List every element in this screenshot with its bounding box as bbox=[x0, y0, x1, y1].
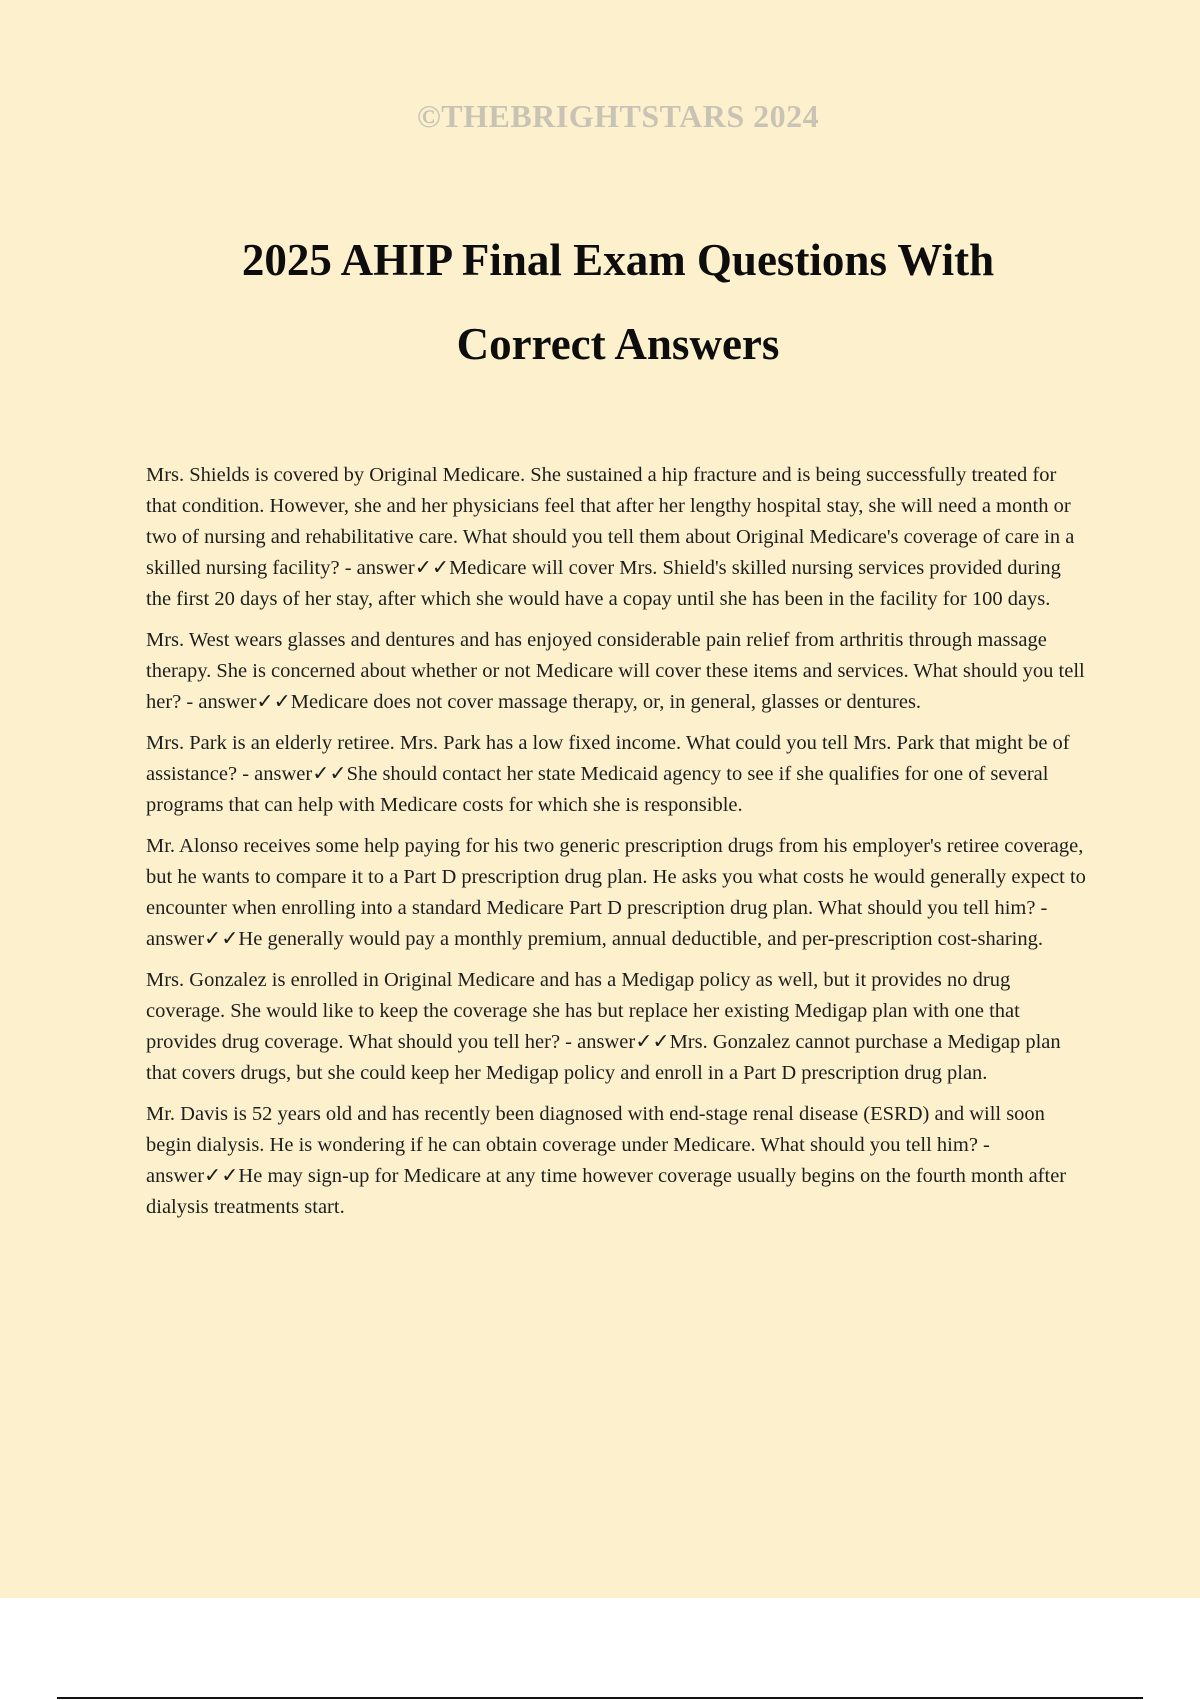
qa-item bbox=[146, 831, 1090, 955]
answer-text: He generally would pay a monthly premium, annual deductible, and per-prescription cost-sharing. bbox=[238, 928, 1043, 950]
qa-item bbox=[146, 460, 1090, 615]
answer-text: Mrs. Gonzalez cannot purchase a Medigap plan that covers drugs, but she could keep her Medigap policy and enroll in a Part D prescription drug plan. bbox=[146, 1031, 1061, 1084]
answer-text: Medicare will cover Mrs. Shield's skilled nursing services provided during the first 20 days of her stay, after which she would have a copay until she has been in the facility for 100 days. bbox=[146, 557, 1061, 610]
answer-marker: answer✓✓ bbox=[146, 928, 239, 950]
question-text: Mr. Alonso receives some help paying for his two generic prescription drugs from his employer's retiree coverage, but he wants to compare it to a Part D prescription drug plan. He asks you what costs he would generally expect to encounter when enrolling into a standard Medicare Part D prescription drug plan. What should you tell him? - bbox=[146, 835, 1086, 919]
question-text: Mrs. Shields is covered by Original Medicare. She sustained a hip fracture and is being successfully treated for that condition. However, she and her physicians feel that after her lengthy hospital stay, she will need a month or two of nursing and rehabilitative care. What should you tell them about Original Medicare's coverage of care in a skilled nursing facility? - bbox=[146, 464, 1075, 579]
copyright-watermark: ©THEBRIGHTSTARS 2024 bbox=[416, 98, 820, 134]
page-title bbox=[0, 218, 1200, 386]
qa-list bbox=[146, 460, 1090, 1233]
answer-text: She should contact her state Medicaid agency to see if she qualifies for one of several programs that can help with Medicare costs for which she is responsible. bbox=[146, 763, 1049, 816]
question-text: Mrs. Park is an elderly retiree. Mrs. Park has a low fixed income. What could you tell Mrs. Park that might be of assistance? - bbox=[146, 732, 1070, 785]
footer-divider bbox=[57, 1697, 1143, 1699]
title-line-2: Correct Answers bbox=[456, 319, 780, 369]
question-text: Mrs. Gonzalez is enrolled in Original Medicare and has a Medigap policy as well, but it provides no drug coverage. She would like to keep the coverage she has but replace her existing Medigap plan with one that provides drug coverage. What should you tell her? - bbox=[146, 969, 1020, 1053]
answer-text: He may sign-up for Medicare at any time however coverage usually begins on the fourth month after dialysis treatments start. bbox=[146, 1165, 1067, 1218]
answer-text: Medicare does not cover massage therapy, or, in general, glasses or dentures. bbox=[290, 691, 922, 713]
answer-marker: answer✓✓ bbox=[356, 557, 450, 579]
question-text: Mrs. West wears glasses and dentures and has enjoyed considerable pain relief from arthritis through massage therapy. She is concerned about whether or not Medicare will cover these items and services. What should you tell her? - bbox=[146, 629, 1085, 713]
title-line-1: 2025 AHIP Final Exam Questions With bbox=[241, 235, 995, 285]
answer-marker: answer✓✓ bbox=[198, 691, 291, 713]
answer-marker: answer✓✓ bbox=[146, 1165, 239, 1187]
qa-item bbox=[146, 1099, 1090, 1223]
question-text: Mr. Davis is 52 years old and has recently been diagnosed with end-stage renal disease (ESRD) and will soon begin dialysis. He is wondering if he can obtain coverage under Medicare. What should you tell him? - bbox=[146, 1103, 1045, 1156]
qa-item bbox=[146, 728, 1090, 821]
answer-marker: answer✓✓ bbox=[254, 763, 347, 785]
qa-item bbox=[146, 965, 1090, 1089]
qa-item bbox=[146, 625, 1090, 718]
answer-marker: answer✓✓ bbox=[577, 1031, 670, 1053]
